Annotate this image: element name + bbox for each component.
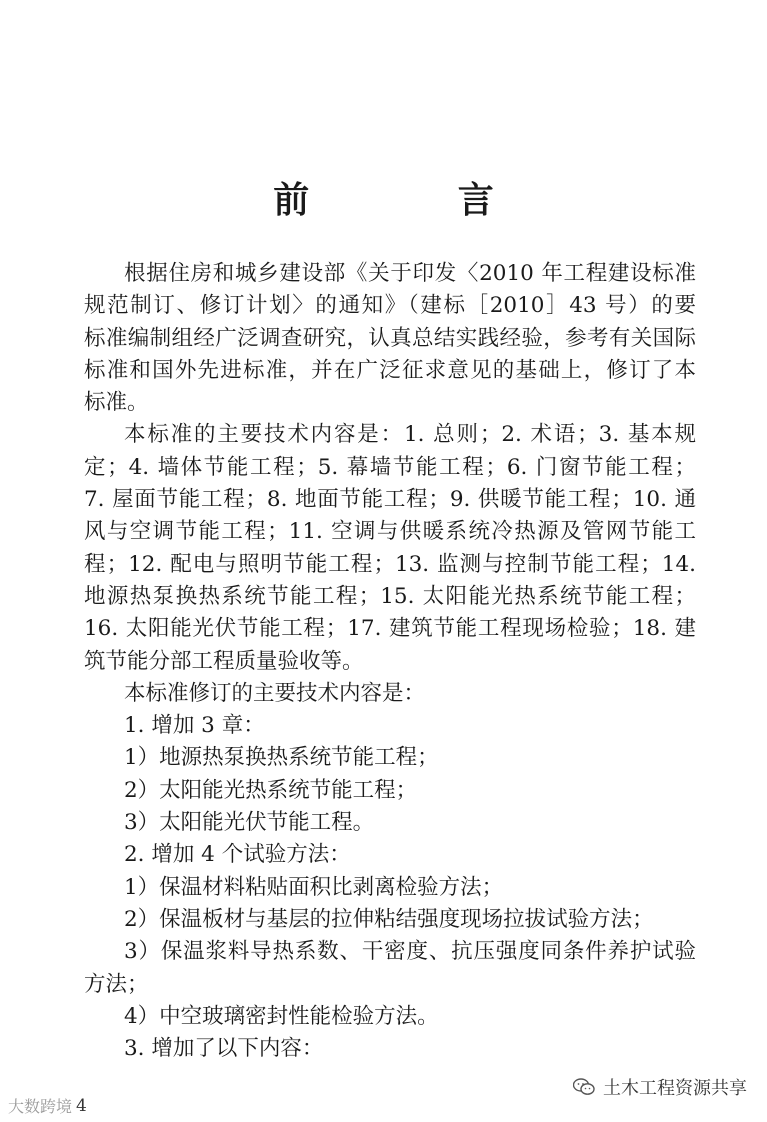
list-item: 2）太阳能光热系统节能工程； (124, 777, 418, 803)
text-line: 根据住房和城乡建设部《关于印发〈2010 年工程建设标准 (124, 261, 696, 286)
account-name: 土木工程资源共享 (603, 1078, 747, 1099)
text-line: 标准编制组经广泛调查研究，认真总结实践经验，参考有关国际 (84, 325, 696, 351)
text-line: 风与空调节能工程；11. 空调与供暖系统冷热源及管网节能工 (84, 519, 696, 545)
list-item: 1）保温材料粘贴面积比剥离检验方法； (124, 874, 504, 900)
watermark-text: 大数跨境 (8, 1097, 73, 1116)
page-number: 4 (76, 1095, 87, 1116)
text-line: 标准。 (84, 390, 149, 416)
footer-left (8, 1094, 87, 1117)
page-title: 前 言 (273, 180, 562, 221)
list-heading: 1. 增加 3 章： (124, 713, 265, 739)
list-item: 3）太阳能光伏节能工程。 (124, 810, 375, 836)
footer-right (573, 1074, 747, 1100)
text-line: 规范制订、修订计划〉的通知》（建标［2010］43 号）的要 (84, 293, 696, 319)
text-line: 7. 屋面节能工程；8. 地面节能工程；9. 供暖节能工程；10. 通 (84, 487, 696, 513)
list-item-continuation: 方法； (84, 971, 149, 997)
text-line: 筑节能分部工程质量验收等。 (84, 648, 364, 674)
text-line: 程；12. 配电与照明节能工程；13. 监测与控制节能工程；14. (84, 551, 696, 577)
text-line: 定；4. 墙体节能工程；5. 幕墙节能工程；6. 门窗节能工程； (84, 454, 696, 480)
wechat-icon (573, 1078, 595, 1096)
body-text (84, 258, 696, 1065)
list-heading: 3. 增加了以下内容： (124, 1036, 324, 1062)
text-line: 地源热泵换热系统节能工程；15. 太阳能光热系统节能工程； (84, 583, 696, 609)
text-line: 本标准修订的主要技术内容是： (124, 680, 426, 706)
text-line: 标准和国外先进标准，并在广泛征求意见的基础上，修订了本 (84, 357, 696, 383)
list-item: 3）保温浆料导热系数、干密度、抗压强度同条件养护试验 (124, 939, 696, 965)
list-item: 1）地源热泵换热系统节能工程； (124, 745, 439, 771)
list-item: 4）中空玻璃密封性能检验方法。 (124, 1003, 439, 1029)
text-line: 16. 太阳能光伏节能工程；17. 建筑节能工程现场检验；18. 建 (84, 616, 696, 642)
list-item: 2）保温板材与基层的拉伸粘结强度现场拉拔试验方法； (124, 906, 654, 932)
text-line: 本标准的主要技术内容是：1. 总则；2. 术语；3. 基本规 (124, 422, 696, 448)
list-heading: 2. 增加 4 个试验方法： (124, 842, 351, 868)
